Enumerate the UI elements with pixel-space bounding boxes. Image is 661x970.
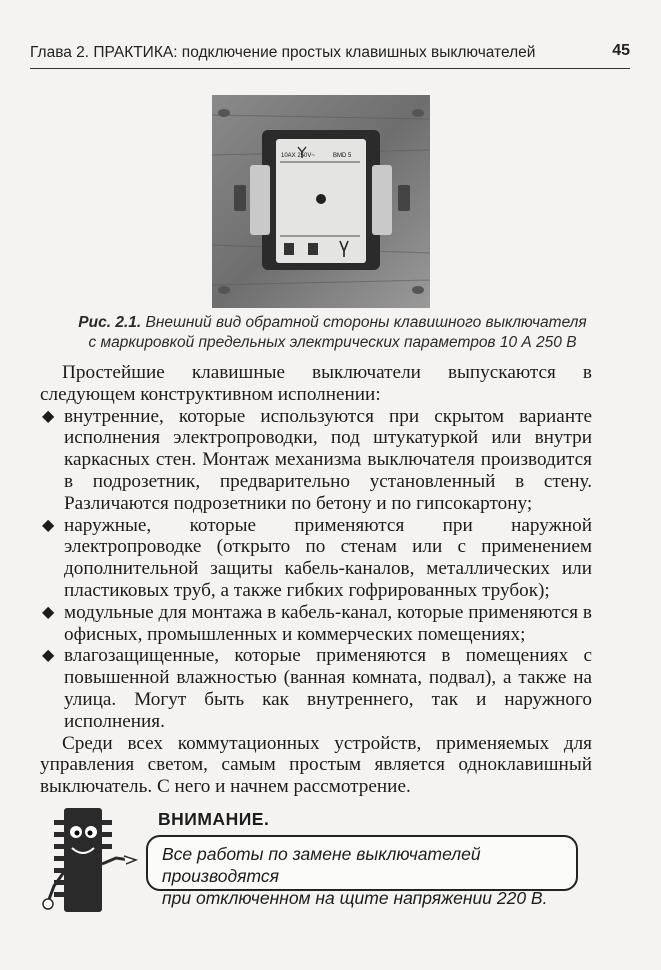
diamond-bullet-icon: ◆ [42,516,55,534]
mount-hole-top-left [218,109,230,117]
slot-left [234,185,246,211]
page-header [30,40,630,69]
warning-line-2: при отключенном на щите напряжении 220 В. [162,888,548,908]
model-label: BMD 5 [333,153,352,159]
clamp-left [250,165,270,235]
mount-hole-bottom-right [412,286,424,294]
body-text [40,362,592,798]
warning-box [146,835,578,908]
mount-hole-bottom-left [218,286,230,294]
screw-terminal-1 [284,243,294,255]
list-item: ◆ наружные, которые применяются при наружной электропроводке (открыто по стенам или с применением дополнительной защиты кабель-каналов, металлических или пластиковых труб, а также гибких гофрированных трубок); [42,514,592,601]
closing-paragraph: Среди всех коммутационных устройств, применяемых для управления светом, самым простым является одноклавишный выключатель. С него и начнем рассмотрение. [40,732,592,798]
list-item: ◆ влагозащищенные, которые применяются в помещениях с повышенной влажностью (ванная комната, подвал), а также на улица. Могут быть как внутреннего, так и наружного исполнения. [42,645,592,732]
caption-label: Рис. 2.1. [78,314,142,331]
chip-mascot-icon [40,806,140,916]
mount-hole-top-right [412,109,424,117]
warning-title: ВНИМАНИЕ. [158,809,270,829]
intro-paragraph: Простейшие клавишные выключатели выпускаются в следующем конструктивном исполнении: [40,362,592,405]
chapter-title: Глава 2. ПРАКТИКА: подключение простых клавишных выключателей [30,44,536,61]
page-number: 45 [612,42,630,59]
center-hole [316,194,326,204]
diamond-bullet-icon: ◆ [42,603,55,621]
warning-line-1: Все работы по замене выключателей производятся [162,844,481,886]
switch-photo [212,95,430,308]
diamond-bullet-icon: ◆ [42,407,55,425]
slot-right [398,185,410,211]
diamond-bullet-icon: ◆ [42,647,55,665]
caption-line-1: Внешний вид обратной стороны клавишного выключателя [145,314,587,331]
list-item: ◆ внутренние, которые используются при скрытом варианте исполнения электропроводки, под штукатуркой или внутри каркасных стен. Монтаж механизма выключателя производится в подрозетник, предварительно установленный в стену. Различаются подрозетники по бетону и по гипсокартону; [42,405,592,514]
figure-caption [40,313,625,353]
caption-line-2: с маркировкой предельных электрических параметров 10 А 250 В [88,334,577,351]
bullet-list [40,406,592,733]
rating-label: 10АХ 250V~ [281,153,315,159]
clamp-right [372,165,392,235]
list-item: ◆ модульные для монтажа в кабель-канал, которые применяются в офисных, промышленных и коммерческих помещениях; [42,601,592,645]
screw-terminal-2 [308,243,318,255]
